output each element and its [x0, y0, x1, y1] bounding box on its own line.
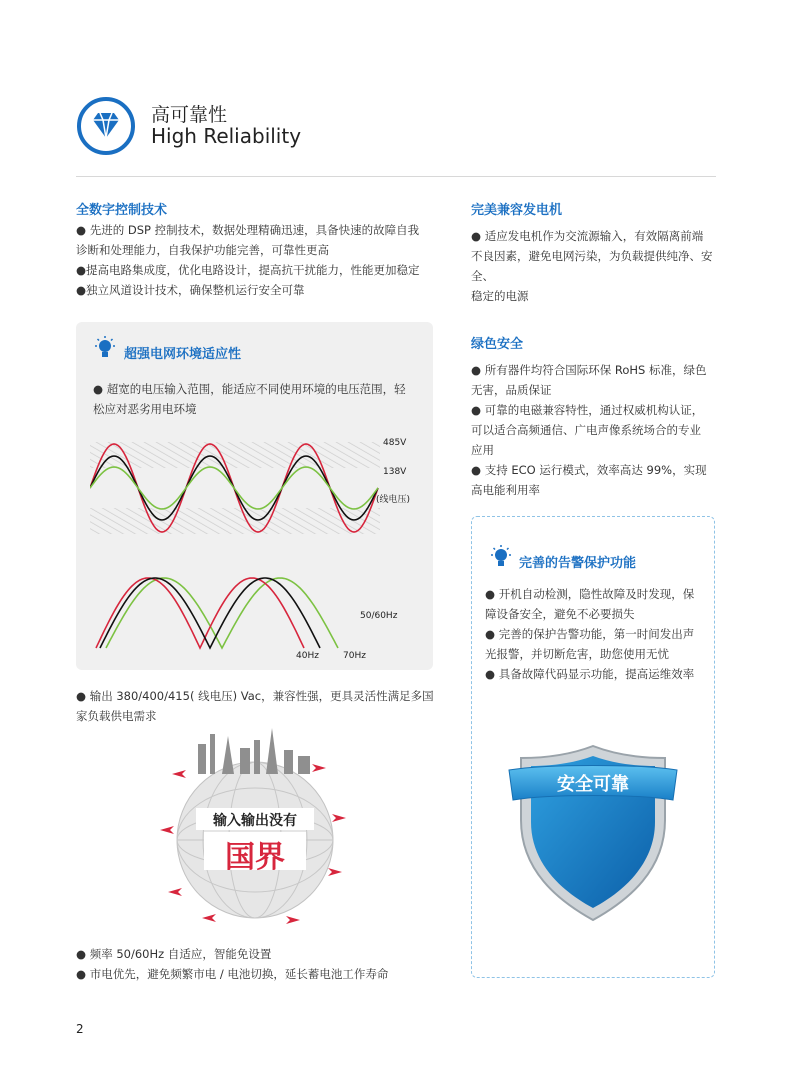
list-item: ● 完善的保护告警功能，第一时间发出声 — [485, 627, 695, 641]
list-item: 光报警，并切断危害，助您使用无忧 — [485, 647, 669, 661]
label-line-voltage: (线电压) — [376, 495, 411, 505]
list-item: ● 先进的 DSP 控制技术，数据处理精确迅速，具备快速的故障自我 — [76, 223, 420, 237]
green-safety-heading: 绿色安全 — [471, 337, 524, 352]
page-title-en: High Reliability — [151, 124, 302, 148]
label-70hz: 70Hz — [343, 651, 366, 661]
list-item: 无害，品质保证 — [471, 383, 552, 397]
label-40hz: 40Hz — [296, 651, 319, 661]
wave-40hz-red — [96, 578, 304, 648]
list-item: ●独立风道设计技术，确保整机运行安全可靠 — [76, 283, 305, 297]
list-item: 不良因素，避免电网污染，为负载提供纯净、安全、 — [471, 249, 713, 283]
page-number: 2 — [76, 1022, 84, 1036]
list-item: ● 所有器件均符合国际环保 RoHS 标准，绿色 — [471, 363, 707, 377]
page-title-cn: 高可靠性 — [151, 104, 228, 126]
label-485v: 485V — [383, 438, 407, 448]
label-138v: 138V — [383, 467, 407, 477]
voltage-range-chart — [90, 432, 430, 542]
list-item: ● 可靠的电磁兼容特性，通过权威机构认证， — [471, 403, 704, 417]
list-item: ●提高电路集成度，优化电路设计，提高抗干扰能力，性能更加稳定 — [76, 263, 420, 277]
green-safety-text — [471, 360, 721, 500]
frequency-text — [76, 944, 446, 984]
list-item: ● 频率 50/60Hz 自适应，智能免设置 — [76, 947, 272, 961]
list-item: 应用 — [471, 443, 494, 457]
header-divider — [76, 176, 716, 177]
lightbulb-icon — [489, 545, 513, 571]
alarm-protection-heading: 完善的告警保护功能 — [519, 556, 637, 571]
list-item: ● 具备故障代码显示功能，提高运维效率 — [485, 667, 695, 681]
grid-adaptability-text — [93, 379, 423, 419]
globe-caption-line1: 输入输出没有 — [213, 813, 297, 829]
list-item: 障设备安全，避免不必要损失 — [485, 607, 635, 621]
globe-caption-line2: 国界 — [225, 840, 285, 875]
list-item: 松应对恶劣用电环境 — [93, 402, 197, 416]
wave-70hz-green — [106, 578, 338, 648]
list-item: ● 超宽的电压输入范围，能适应不同使用环境的电压范围，轻 — [93, 382, 406, 396]
alarm-protection-text — [485, 584, 710, 684]
shield-caption: 安全可靠 — [557, 774, 629, 795]
frequency-range-chart — [90, 572, 370, 652]
generator-text — [471, 226, 721, 306]
diamond-icon — [76, 96, 136, 156]
list-item: 可以适合高频通信、广电声像系统场合的专业 — [471, 423, 701, 437]
list-item: 诊断和处理能力，自我保护功能完善，可靠性更高 — [76, 243, 329, 257]
list-item: 家负载供电需求 — [76, 709, 157, 723]
list-item: ● 市电优先，避免频繁市电 / 电池切换，延长蓄电池工作寿命 — [76, 967, 389, 981]
generator-heading: 完美兼容发电机 — [471, 203, 563, 218]
grid-adaptability-heading: 超强电网环境适应性 — [124, 347, 242, 362]
label-50-60hz: 50/60Hz — [360, 611, 398, 621]
output-voltage-text — [76, 686, 446, 726]
list-item: 高电能利用率 — [471, 483, 540, 497]
digital-control-list — [76, 220, 436, 300]
voltage-upper-band — [90, 442, 380, 468]
digital-control-heading: 全数字控制技术 — [76, 203, 168, 218]
list-item: ● 适应发电机作为交流源输入，有效隔离前端 — [471, 229, 704, 243]
list-item: ● 开机自动检测，隐性故障及时发现，保 — [485, 587, 695, 601]
list-item: ● 支持 ECO 运行模式，效率高达 99%，实现 — [471, 463, 707, 477]
list-item: 稳定的电源 — [471, 289, 529, 303]
lightbulb-icon — [93, 336, 117, 362]
list-item: ● 输出 380/400/415( 线电压) Vac，兼容性强，更具灵活性满足多国 — [76, 689, 434, 703]
voltage-lower-band — [90, 508, 380, 534]
